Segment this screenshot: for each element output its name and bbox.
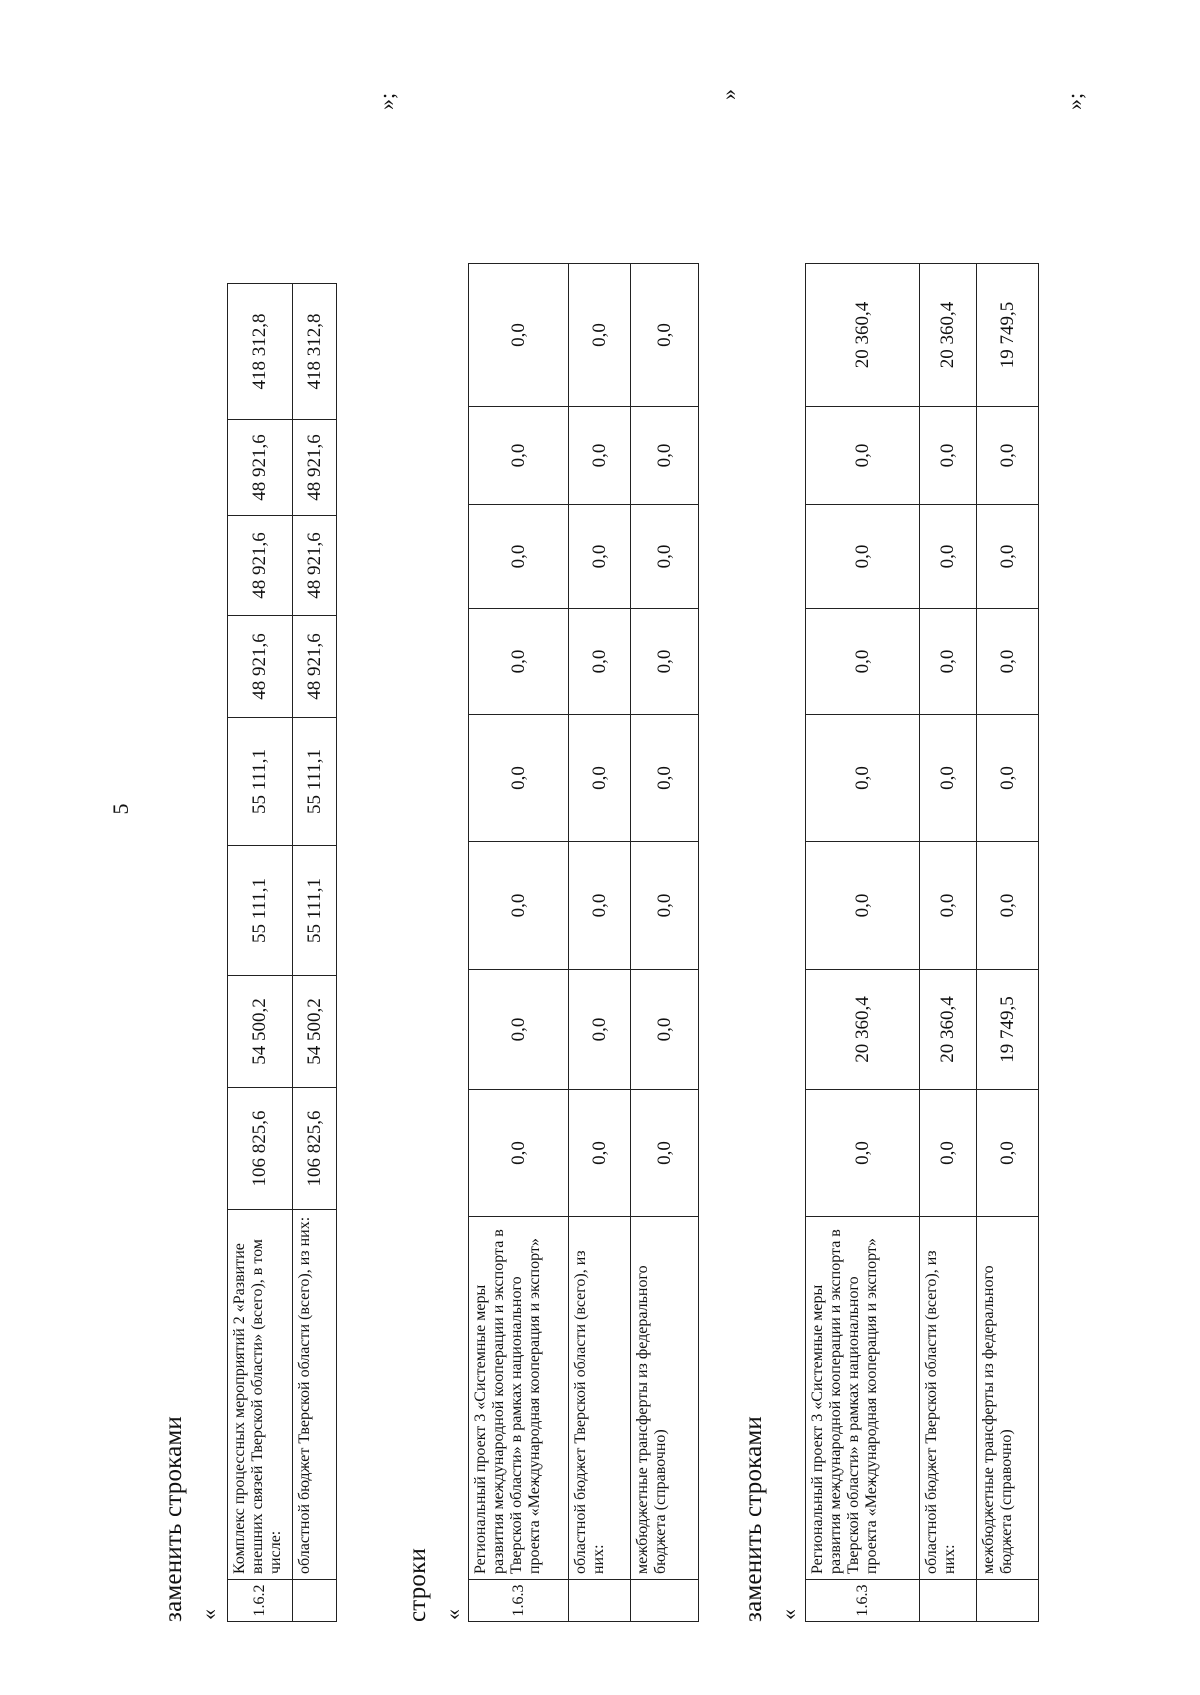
value-cell: 0,0	[631, 407, 699, 505]
row-number	[569, 1580, 631, 1622]
value-cell: 48 921,6	[228, 616, 293, 718]
value-cell: 0,0	[977, 505, 1039, 609]
close-quote: »	[716, 89, 741, 100]
row-number	[977, 1580, 1039, 1622]
value-cell: 0,0	[920, 505, 977, 609]
open-quote: «	[776, 1609, 801, 1620]
table-row	[293, 284, 337, 1622]
value-cell: 418 312,8	[293, 284, 337, 420]
value-cell: 0,0	[569, 407, 631, 505]
table-row	[631, 264, 699, 1622]
value-cell: 48 921,6	[293, 616, 337, 718]
table-row	[469, 264, 569, 1622]
table-row	[806, 264, 920, 1622]
value-cell: 20 360,4	[806, 264, 920, 407]
value-cell: 0,0	[469, 842, 569, 970]
value-cell: 0,0	[977, 842, 1039, 970]
value-cell: 19 749,5	[977, 970, 1039, 1090]
value-cell: 0,0	[920, 842, 977, 970]
open-quote: «	[196, 1609, 221, 1620]
table-row	[569, 264, 631, 1622]
value-cell: 54 500,2	[293, 976, 337, 1088]
section-heading: заменить строками	[160, 1415, 187, 1622]
row-label: Комплекс процессных мероприятий 2 «Развитие внешних связей Тверской области» (всего), в том числе:	[228, 1210, 293, 1580]
budget-table-1	[227, 283, 337, 1622]
value-cell: 0,0	[469, 970, 569, 1090]
value-cell: 0,0	[806, 609, 920, 715]
value-cell: 0,0	[469, 505, 569, 609]
value-cell: 0,0	[631, 609, 699, 715]
row-number: 1.6.2	[228, 1580, 293, 1622]
value-cell: 0,0	[806, 505, 920, 609]
value-cell: 55 111,1	[293, 718, 337, 846]
row-label: областной бюджет Тверской области (всего), из них:	[293, 1210, 337, 1580]
value-cell: 0,0	[977, 609, 1039, 715]
row-number: 1.6.3	[806, 1580, 920, 1622]
value-cell: 0,0	[469, 715, 569, 842]
value-cell: 0,0	[569, 842, 631, 970]
section-heading: строки	[404, 1547, 431, 1622]
value-cell: 0,0	[631, 505, 699, 609]
value-cell: 0,0	[569, 609, 631, 715]
table-row	[228, 284, 293, 1622]
value-cell: 48 921,6	[293, 516, 337, 616]
page-number: 5	[108, 803, 133, 815]
value-cell: 0,0	[469, 1090, 569, 1217]
value-cell: 0,0	[469, 407, 569, 505]
value-cell: 48 921,6	[228, 420, 293, 516]
budget-table-3	[805, 263, 1039, 1622]
row-label: областной бюджет Тверской области (всего), из них:	[920, 1217, 977, 1580]
value-cell: 0,0	[469, 264, 569, 407]
value-cell: 0,0	[631, 264, 699, 407]
value-cell: 0,0	[569, 715, 631, 842]
budget-table-2	[468, 263, 699, 1622]
value-cell: 55 111,1	[228, 718, 293, 846]
value-cell: 20 360,4	[920, 264, 977, 407]
value-cell: 106 825,6	[228, 1088, 293, 1210]
value-cell: 0,0	[806, 1090, 920, 1217]
value-cell: 0,0	[631, 715, 699, 842]
value-cell: 20 360,4	[806, 970, 920, 1090]
close-quote: »;	[1062, 92, 1087, 110]
value-cell: 106 825,6	[293, 1088, 337, 1210]
row-label: Региональный проект 3 «Системные меры развития международной кооперации и экспорта в Тверской области» в рамках национального проекта «Международная кооперация и экспорт»	[806, 1217, 920, 1580]
value-cell: 54 500,2	[228, 976, 293, 1088]
value-cell: 0,0	[631, 1090, 699, 1217]
row-label: межбюджетные трансферты из федерального бюджета (справочно)	[977, 1217, 1039, 1580]
value-cell: 0,0	[569, 505, 631, 609]
value-cell: 0,0	[920, 1090, 977, 1217]
value-cell: 0,0	[631, 842, 699, 970]
value-cell: 0,0	[977, 407, 1039, 505]
row-label: межбюджетные трансферты из федерального бюджета (справочно)	[631, 1217, 699, 1580]
open-quote: «	[440, 1609, 465, 1620]
value-cell: 0,0	[977, 1090, 1039, 1217]
close-quote: »;	[374, 92, 399, 110]
table-row	[920, 264, 977, 1622]
value-cell: 48 921,6	[293, 420, 337, 516]
value-cell: 0,0	[920, 407, 977, 505]
value-cell: 0,0	[920, 609, 977, 715]
value-cell: 418 312,8	[228, 284, 293, 420]
value-cell: 48 921,6	[228, 516, 293, 616]
row-number	[631, 1580, 699, 1622]
row-label: Региональный проект 3 «Системные меры развития международной кооперации и экспорта в Тверской области» в рамках национального проекта «Международная кооперация и экспорт»	[469, 1217, 569, 1580]
value-cell: 0,0	[569, 1090, 631, 1217]
value-cell: 0,0	[631, 970, 699, 1090]
value-cell: 0,0	[806, 842, 920, 970]
value-cell: 0,0	[569, 970, 631, 1090]
value-cell: 0,0	[806, 407, 920, 505]
value-cell: 19 749,5	[977, 264, 1039, 407]
value-cell: 0,0	[920, 715, 977, 842]
value-cell: 55 111,1	[228, 846, 293, 976]
value-cell: 55 111,1	[293, 846, 337, 976]
value-cell: 0,0	[469, 609, 569, 715]
row-label: областной бюджет Тверской области (всего), из них:	[569, 1217, 631, 1580]
row-number	[920, 1580, 977, 1622]
value-cell: 0,0	[806, 715, 920, 842]
section-heading: заменить строками	[740, 1415, 767, 1622]
value-cell: 20 360,4	[920, 970, 977, 1090]
value-cell: 0,0	[977, 715, 1039, 842]
row-number	[293, 1580, 337, 1622]
row-number: 1.6.3	[469, 1580, 569, 1622]
table-row	[977, 264, 1039, 1622]
value-cell: 0,0	[569, 264, 631, 407]
